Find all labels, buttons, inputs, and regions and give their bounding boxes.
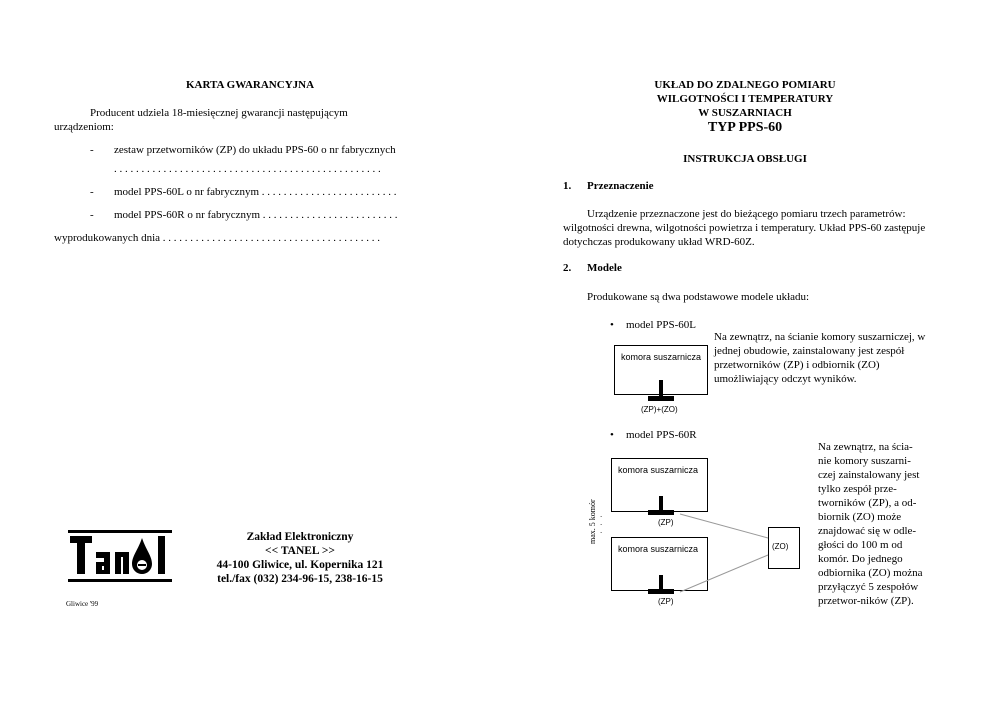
section-text-purpose: Urządzenie przeznaczone jest do bieżącego pomiaru trzech parametrów: wilgotności drewna, wilgotności powietrza i temperatury. Układ PPS-60 zastępuje dotychczas produkowany układ WRD-60Z. <box>563 208 926 248</box>
manual-title-line: WILGOTNOŚCI I TEMPERATURY <box>656 93 834 105</box>
chamber-label: komora suszarnicza <box>618 465 699 475</box>
warranty-title: KARTA GWARANCYJNA <box>185 79 315 91</box>
warranty-item-dash: - <box>90 144 94 156</box>
model-l-description: Na zewnątrz, na ścianie komory suszarniczej, w jednej obudowie, zainstalowany jest zespół przetworników (ZP) i odbiornik (ZO) umożliwiający odczyt wyników. <box>714 331 926 385</box>
bullet: • <box>610 319 614 331</box>
zo-label: (ZO) <box>772 542 789 551</box>
company-address: 44-100 Gliwice, ul. Kopernika 121 <box>216 559 384 571</box>
zp-label: (ZP) <box>658 597 674 606</box>
warranty-dotted-line: . . . . . . . . . . . . . . . . . . . . . . . . . . . . . . . . . . . . . . . . . . . . . . . . . <box>114 163 381 175</box>
manual-subtitle: INSTRUKCJA OBSŁUGI <box>683 153 807 165</box>
model-r-label: model PPS-60R <box>626 429 697 441</box>
warranty-item-dash: - <box>90 186 94 198</box>
company-name: Zakład Elektroniczny <box>246 531 354 543</box>
section-text-models: Produkowane są dwa podstawowe modele układu: <box>587 291 810 303</box>
warranty-intro: Producent udziela 18-miesięcznej gwarancji następującym urządzeniom: <box>54 107 348 133</box>
bullet: • <box>610 429 614 441</box>
zp-label: (ZP) <box>658 518 674 527</box>
dot: . <box>600 510 603 519</box>
model-l-label: model PPS-60L <box>626 319 696 331</box>
section-number: 2. <box>563 262 572 274</box>
max-chambers-label: max. 5 komór <box>588 499 597 544</box>
manual-title-line: W SUSZARNIACH <box>698 107 792 119</box>
warranty-item-60l: model PPS-60L o nr fabrycznym . . . . . . . . . . . . . . . . . . . . . . . . . <box>114 186 397 198</box>
manual-title-line: UKŁAD DO ZDALNEGO POMIARU <box>654 79 836 91</box>
footer-place-date: Gliwice '99 <box>66 600 99 608</box>
zp-zo-label: (ZP)+(ZO) <box>641 405 678 414</box>
company-phone: tel./fax (032) 234-96-15, 238-16-15 <box>217 573 383 585</box>
section-title-purpose: Przeznaczenie <box>587 180 654 192</box>
dot: . <box>600 526 603 535</box>
warranty-produced: wyprodukowanych dnia . . . . . . . . . . . . . . . . . . . . . . . . . . . . . . . . . . . . . . . . <box>54 232 381 244</box>
model-r-description: Na zewnątrz, na ścia-nie komory suszarni-czej zainstalowany jest tylko zespół prze-tworników (ZP), a od-biornik (ZO) może znajdować się w odle-głości do 100 m od komór. Do jednego odbiornika (ZO) można przyłączyć 5 zespołów przetwor-ników (ZP). <box>818 441 923 607</box>
section-number: 1. <box>563 180 572 192</box>
connection-line <box>680 555 768 592</box>
warranty-item-zp: zestaw przetworników (ZP) do układu PPS-60 o nr fabrycznych <box>114 144 396 156</box>
company-brand: << TANEL >> <box>265 545 335 557</box>
warranty-item-dash: - <box>90 209 94 221</box>
dot: . <box>600 518 603 527</box>
chamber-label: komora suszarnicza <box>621 352 702 362</box>
section-title-models: Modele <box>587 262 622 274</box>
manual-type: TYP PPS-60 <box>707 120 783 135</box>
chamber-label: komora suszarnicza <box>618 544 699 554</box>
connection-line <box>680 514 768 538</box>
warranty-item-60r: model PPS-60R o nr fabrycznym . . . . . . . . . . . . . . . . . . . . . . . . . <box>114 209 398 221</box>
